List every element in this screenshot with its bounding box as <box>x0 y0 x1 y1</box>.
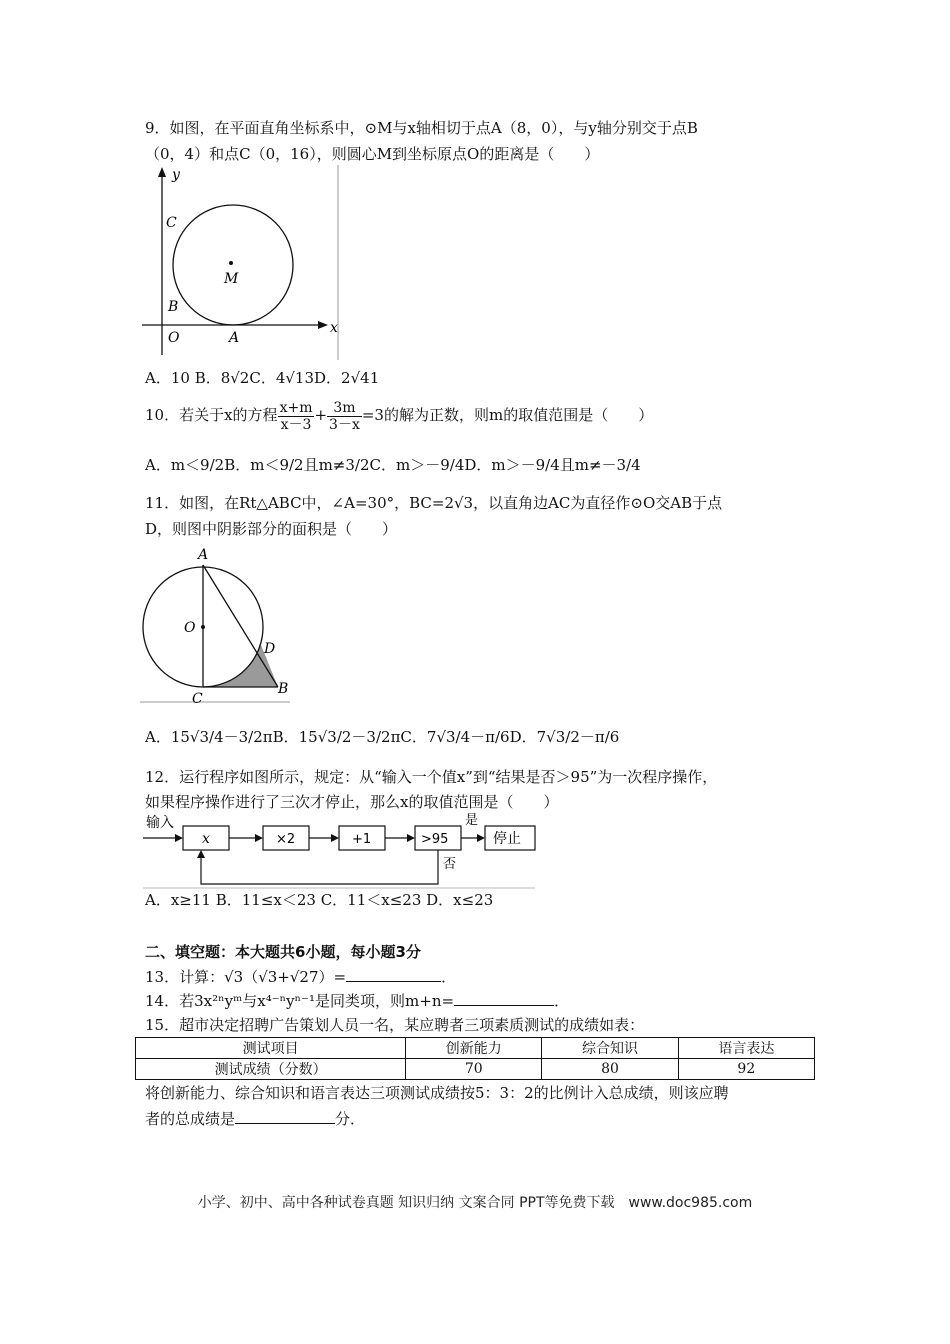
flow-input-label: 输入 <box>146 815 174 831</box>
table-row <box>136 1059 815 1080</box>
q9-line2: （0，4）和点C（0，16），则圆心M到坐标原点O的距离是（ ） <box>145 145 600 163</box>
flow-no: 否 <box>443 857 457 872</box>
q10-frac2 <box>327 400 362 433</box>
label-a: A <box>229 330 240 346</box>
flow-stop: 停止 <box>493 831 521 847</box>
flow-plus1: +1 <box>352 832 372 847</box>
q9-line1: 9．如图，在平面直角坐标系中，⊙M与x轴相切于点A（8，0），与y轴分别交于点B <box>145 119 698 137</box>
label-o: O <box>168 330 180 346</box>
table-header-row <box>136 1038 815 1059</box>
table-cell: 80 <box>542 1059 678 1080</box>
label-b: B <box>168 299 179 315</box>
q9-figure <box>140 165 345 365</box>
q13-answer-blank[interactable] <box>346 967 441 982</box>
label-y: y <box>172 167 180 183</box>
label-c: C <box>166 215 177 231</box>
page-footer: 小学、初中、高中各种试卷真题 知识归纳 文案合同 PPT等免费下载 www.doc985.com <box>197 1195 753 1211</box>
q15-answer-blank[interactable] <box>235 1109 335 1124</box>
label-a: A <box>198 547 209 563</box>
q10-plus: + <box>314 406 328 424</box>
table-header-cell: 语言表达 <box>678 1038 814 1059</box>
q14-answer-blank[interactable] <box>454 991 554 1006</box>
q12-flowchart <box>143 812 538 890</box>
label-d: D <box>264 641 276 657</box>
q11-line1: 11．如图，在Rt△ABC中，∠A=30°，BC=2√3，以直角边AC为直径作⊙O交AB于点 <box>145 494 723 512</box>
q10-stem-b: =3的解为正数，则m的取值范围是（ ） <box>361 406 654 424</box>
q15-line3 <box>145 1109 365 1129</box>
q10-frac1 <box>278 400 315 433</box>
q12-line1: 12．运行程序如图所示，规定：从“输入一个值x”到“结果是否＞95”为一次程序操作， <box>145 768 718 786</box>
q11-line2: D，则图中阴影部分的面积是（ ） <box>145 520 398 538</box>
segment-ab <box>203 565 278 687</box>
q15-line3-b: 分． <box>335 1110 366 1128</box>
center-o-dot <box>201 625 205 629</box>
q15-table <box>135 1037 815 1080</box>
table-cell: 92 <box>678 1059 814 1080</box>
label-o: O <box>184 620 196 636</box>
q14-end: ． <box>554 992 570 1010</box>
q11-figure <box>140 545 300 705</box>
y-axis-arrow <box>158 167 166 177</box>
circle-m <box>173 205 293 325</box>
q10-stem-a: 10．若关于x的方程 <box>145 406 278 424</box>
table-header-cell: 测试项目 <box>136 1038 406 1059</box>
label-m: M <box>224 271 239 287</box>
flow-x: x <box>202 831 210 847</box>
q12-line2: 如果程序操作进行了三次才停止，那么x的取值范围是（ ） <box>145 793 559 811</box>
q10-options: A．m＜9/2B．m＜9/2且m≠3/2C．m＞－9/4D．m＞－9/4且m≠－3/4 <box>145 456 641 474</box>
center-m-dot <box>229 261 233 265</box>
q14-line <box>145 991 569 1011</box>
q15-line1: 15．超市决定招聘广告策划人员一名，某应聘者三项素质测试的成绩如表： <box>145 1016 645 1034</box>
q12-options: A．x≥11 B．11≤x＜23 C．11＜x≤23 D．x≤23 <box>145 891 494 909</box>
q14-text: 14．若3x²ⁿyᵐ与x⁴⁻ⁿyⁿ⁻¹是同类项，则m+n= <box>145 992 455 1010</box>
x-axis-arrow <box>318 321 328 329</box>
q9-options: A．10 B．8√2C．4√13D．2√41 <box>145 369 380 387</box>
section2-heading: 二、填空题：本大题共6小题，每小题3分 <box>145 943 421 961</box>
table-header-cell: 综合知识 <box>542 1038 678 1059</box>
q11-options: A．15√3/4－3/2πB．15√3/2－3/2πC．7√3/4－π/6D．7√3/2－π/6 <box>145 728 620 746</box>
q15-line2: 将创新能力、综合知识和语言表达三项测试成绩按5：3：2的比例计入总成绩，则该应聘 <box>145 1084 729 1102</box>
table-header-cell: 创新能力 <box>406 1038 542 1059</box>
q13-end: ． <box>441 968 457 986</box>
flow-loop <box>201 850 438 884</box>
q15-line3-a: 者的总成绩是 <box>145 1110 236 1128</box>
q10-frac1-num: x+m <box>279 399 313 416</box>
q10-frac2-num: 3m <box>327 400 362 417</box>
q10-frac1-den: x－3 <box>280 416 312 433</box>
q10-frac2-den: 3－x <box>329 416 360 433</box>
table-cell: 测试成绩（分数） <box>136 1059 406 1080</box>
label-c: C <box>192 691 203 707</box>
label-x: x <box>330 320 338 336</box>
flow-yes: 是 <box>465 813 479 828</box>
flow-times2: ×2 <box>276 832 296 847</box>
q10-stem <box>145 395 653 435</box>
label-b: B <box>278 681 289 697</box>
q13-text: 13．计算：√3（√3+√27）= <box>145 968 347 986</box>
table-cell: 70 <box>406 1059 542 1080</box>
flow-gt95: >95 <box>421 832 449 847</box>
q13-line <box>145 967 456 987</box>
